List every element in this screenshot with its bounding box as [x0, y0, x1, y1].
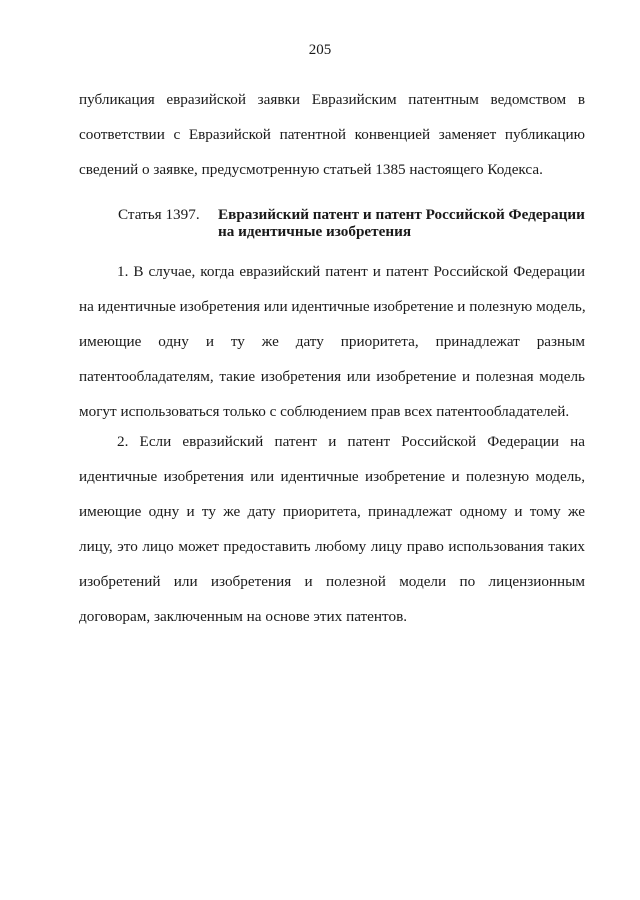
article-title-line: Евразийский патент и патент Российской Федерации: [218, 206, 585, 223]
article-title: [218, 206, 598, 240]
text-line: изобретений или изобретения и полезной модели по лицензионным: [79, 573, 585, 590]
text-line: на идентичные изобретения или идентичные изобретение и полезную модель,: [79, 298, 586, 315]
article-title-line: на идентичные изобретения: [218, 223, 412, 240]
text-line: имеющие одну и ту же дату приоритета, принадлежат разным: [79, 333, 585, 350]
text-line: соответствии с Евразийской патентной конвенцией заменяет публикацию: [79, 126, 585, 143]
intro-paragraph: [79, 82, 585, 187]
text-line: идентичные изобретения или идентичные изобретение и полезную модель,: [79, 468, 585, 485]
text-line: могут использоваться только с соблюдением прав всех патентообладателей.: [79, 403, 570, 420]
article-number: Статья 1397.: [118, 206, 200, 223]
page-number: 205: [308, 42, 332, 58]
text-line: публикация евразийской заявки Евразийским патентным ведомством в: [79, 91, 585, 108]
text-line: 2. Если евразийский патент и патент Российской Федерации на: [117, 433, 585, 450]
text-line: лицу, это лицо может предоставить любому лицу право использования таких: [79, 538, 585, 555]
text-line: имеющие одну и ту же дату приоритета, принадлежат одному и тому же: [79, 503, 585, 520]
paragraph-2: [79, 424, 585, 634]
text-line: патентообладателям, такие изобретения или изобретение и полезная модель: [79, 368, 585, 385]
text-line: договорам, заключенным на основе этих патентов.: [79, 608, 408, 625]
text-line: сведений о заявке, предусмотренную статьей 1385 настоящего Кодекса.: [79, 161, 543, 178]
paragraph-1: [79, 254, 585, 429]
text-line: 1. В случае, когда евразийский патент и патент Российской Федерации: [117, 263, 585, 280]
